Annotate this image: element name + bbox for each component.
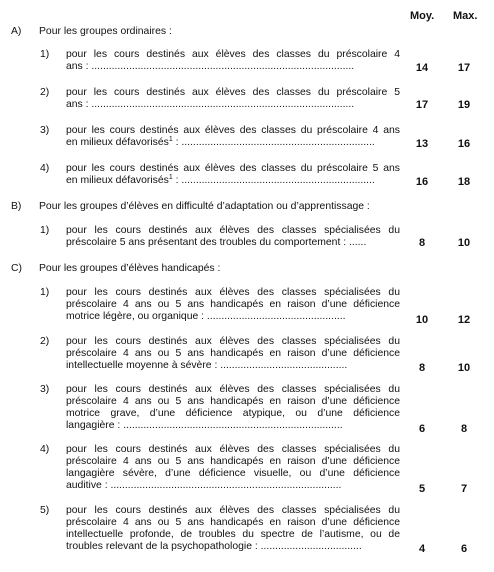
item-text: pour les cours destinés aux élèves des classes du préscolaire 4 ans : ........................................................................................... xyxy=(66,49,400,72)
avg-value: 8 xyxy=(418,362,426,374)
item-text: pour les cours destinés aux élèves des classes spécialisées du préscolaire 4 ans ou 5 ans handicapés en raison d’une déficience intellectuelle profonde, de troubles du spectre de l’autisme, ou de troubles relevant de la psychopathologie : ................................... xyxy=(66,505,400,552)
max-value: 16 xyxy=(457,138,471,150)
item-number: 1) xyxy=(40,287,50,298)
item-number: 2) xyxy=(40,336,50,347)
item-text: pour les cours destinés aux élèves des classes spécialisées du préscolaire 5 ans présentant des troubles du comportement : ...... xyxy=(66,225,400,248)
avg-value: 13 xyxy=(415,138,429,150)
avg-value: 5 xyxy=(418,483,426,495)
item-number: 1) xyxy=(40,49,50,60)
item-number: 1) xyxy=(40,225,50,236)
item-text: pour les cours destinés aux élèves des classes du préscolaire 5 ans : ........................................................................................... xyxy=(66,87,400,110)
max-value: 10 xyxy=(457,237,471,249)
max-value: 17 xyxy=(457,62,471,74)
max-value: 7 xyxy=(460,483,468,495)
item-text: pour les cours destinés aux élèves des classes spécialisées du préscolaire 4 ans ou 5 ans handicapés en raison d’une déficience motrice grave, d’une déficience atypique, ou d’une déficience langagière : ............................................................................ xyxy=(66,384,400,431)
footnote-marker: 1 xyxy=(168,136,173,143)
section-b-title: Pour les groupes d’élèves en difficulté d’adaptation ou d’apprentissage : xyxy=(39,201,370,212)
section-a-letter: A) xyxy=(11,26,22,37)
column-header-max: Max. xyxy=(453,10,478,22)
max-value: 12 xyxy=(457,314,471,326)
avg-value: 6 xyxy=(418,423,426,435)
item-number: 2) xyxy=(40,87,50,98)
max-value: 6 xyxy=(460,543,468,555)
column-header-avg: Moy. xyxy=(410,10,435,22)
avg-value: 16 xyxy=(415,176,429,188)
item-number: 4) xyxy=(40,163,50,174)
item-number: 5) xyxy=(40,505,50,516)
footnote-marker: 1 xyxy=(168,174,173,181)
max-value: 18 xyxy=(457,176,471,188)
avg-value: 4 xyxy=(418,543,426,555)
max-value: 8 xyxy=(460,423,468,435)
max-value: 10 xyxy=(457,362,471,374)
item-text: pour les cours destinés aux élèves des classes du préscolaire 5 ans en milieux défavorisés$^1$ : ................................................................... xyxy=(66,163,400,186)
item-number: 4) xyxy=(40,444,50,455)
avg-value: 8 xyxy=(418,237,426,249)
item-text: pour les cours destinés aux élèves des classes spécialisées du préscolaire 4 ans ou 5 ans handicapés en raison d’une déficience langagière sévère, d’une déficience visuelle, ou d’une déficience auditive : ................................................................................ xyxy=(66,444,400,491)
avg-value: 14 xyxy=(415,62,429,74)
section-b-letter: B) xyxy=(11,201,22,212)
section-a-title: Pour les groupes ordinaires : xyxy=(39,26,172,37)
avg-value: 10 xyxy=(415,314,429,326)
item-number: 3) xyxy=(40,125,50,136)
section-c-title: Pour les groupes d’élèves handicapés : xyxy=(39,263,221,274)
item-number: 3) xyxy=(40,384,50,395)
item-text: pour les cours destinés aux élèves des classes du préscolaire 4 ans en milieux défavorisés$^1$ : ................................................................... xyxy=(66,125,400,148)
max-value: 19 xyxy=(457,99,471,111)
item-text: pour les cours destinés aux élèves des classes spécialisées du préscolaire 4 ans ou 5 ans handicapés en raison d’une déficience motrice légère, ou organique : ................................................ xyxy=(66,287,400,322)
section-c-letter: C) xyxy=(11,263,22,274)
avg-value: 17 xyxy=(415,99,429,111)
item-text: pour les cours destinés aux élèves des classes spécialisées du préscolaire 4 ans ou 5 ans handicapés en raison d’une déficience intellectuelle moyenne à sévère : ............................................ xyxy=(66,336,400,371)
